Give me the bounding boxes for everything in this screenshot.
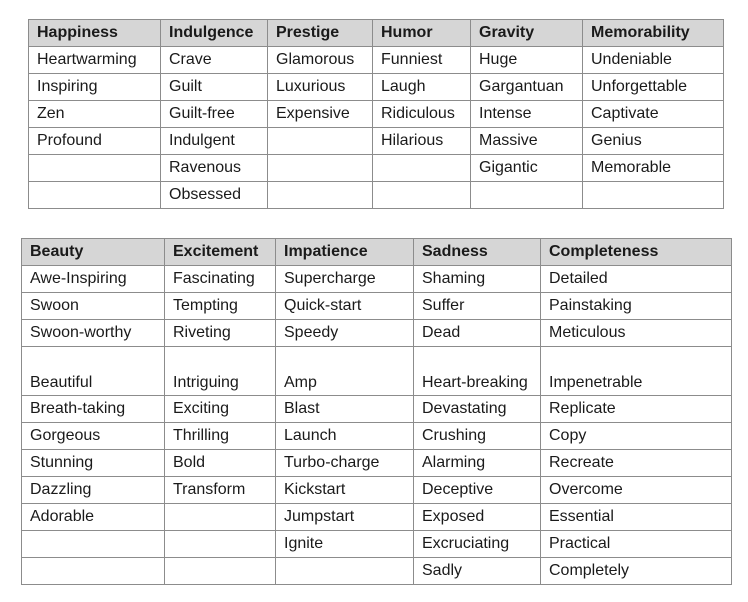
table-cell: Exposed: [414, 504, 541, 531]
table-cell: Tempting: [165, 293, 276, 320]
table-row: [29, 101, 724, 128]
table-cell: Massive: [471, 128, 583, 155]
table-cell: Laugh: [373, 74, 471, 101]
table-cell: [471, 182, 583, 209]
table-cell: Memorable: [583, 155, 724, 182]
table-row: [22, 504, 732, 531]
table-cell: Undeniable: [583, 47, 724, 74]
table-cell: [373, 182, 471, 209]
table-cell: Glamorous: [268, 47, 373, 74]
table-cell: Quick-start: [276, 293, 414, 320]
table-cell: Gargantuan: [471, 74, 583, 101]
table-cell: Obsessed: [161, 182, 268, 209]
table-cell: Adorable: [22, 504, 165, 531]
table-cell: Guilt: [161, 74, 268, 101]
table-cell: Detailed: [541, 266, 732, 293]
table-row: [22, 477, 732, 504]
table-cell: [29, 182, 161, 209]
header-memorability: Memorability: [583, 20, 724, 47]
header-indulgence: Indulgence: [161, 20, 268, 47]
table-cell: Sadly: [414, 558, 541, 585]
table-cell: [268, 182, 373, 209]
table-cell: Intense: [471, 101, 583, 128]
table-cell: [165, 504, 276, 531]
table-cell: Dazzling: [22, 477, 165, 504]
table-row: [22, 347, 732, 396]
table-cell: Kickstart: [276, 477, 414, 504]
table-cell: Ridiculous: [373, 101, 471, 128]
table-cell: Supercharge: [276, 266, 414, 293]
table-header-row: [29, 20, 724, 47]
table-cell: Beautiful: [22, 347, 165, 396]
table-cell: Exciting: [165, 396, 276, 423]
table-cell: Crushing: [414, 423, 541, 450]
table-cell: Jumpstart: [276, 504, 414, 531]
table-row: [22, 320, 732, 347]
table-cell: Expensive: [268, 101, 373, 128]
table-cell: Stunning: [22, 450, 165, 477]
table-cell: Meticulous: [541, 320, 732, 347]
table-cell: Recreate: [541, 450, 732, 477]
table-cell: Suffer: [414, 293, 541, 320]
table-cell: Speedy: [276, 320, 414, 347]
table-cell: [268, 128, 373, 155]
table-cell: Guilt-free: [161, 101, 268, 128]
header-prestige: Prestige: [268, 20, 373, 47]
table-cell: Painstaking: [541, 293, 732, 320]
table-cell: Overcome: [541, 477, 732, 504]
table-cell: Transform: [165, 477, 276, 504]
header-happiness: Happiness: [29, 20, 161, 47]
table-cell: Alarming: [414, 450, 541, 477]
table-cell: [583, 182, 724, 209]
table-cell: Captivate: [583, 101, 724, 128]
table-row: [22, 558, 732, 585]
table-row: [29, 128, 724, 155]
table-cell: Awe-Inspiring: [22, 266, 165, 293]
table-row: [22, 396, 732, 423]
table-cell: [29, 155, 161, 182]
table-cell: Turbo-charge: [276, 450, 414, 477]
table-row: [22, 531, 732, 558]
table-row: [29, 155, 724, 182]
table-cell: Impenetrable: [541, 347, 732, 396]
header-gravity: Gravity: [471, 20, 583, 47]
table-cell: [22, 558, 165, 585]
header-excitement: Excitement: [165, 239, 276, 266]
table-cell: Genius: [583, 128, 724, 155]
table-cell: Bold: [165, 450, 276, 477]
table-cell: [268, 155, 373, 182]
table-cell: Intriguing: [165, 347, 276, 396]
table-cell: Completely: [541, 558, 732, 585]
header-completeness: Completeness: [541, 239, 732, 266]
table-cell: Essential: [541, 504, 732, 531]
table-cell: Profound: [29, 128, 161, 155]
table-cell: Thrilling: [165, 423, 276, 450]
table-cell: Zen: [29, 101, 161, 128]
table-cell: [22, 531, 165, 558]
table-cell: Amp: [276, 347, 414, 396]
table-cell: Fascinating: [165, 266, 276, 293]
table-cell: Inspiring: [29, 74, 161, 101]
table-cell: Gorgeous: [22, 423, 165, 450]
table-cell: Deceptive: [414, 477, 541, 504]
table-cell: Swoon: [22, 293, 165, 320]
header-impatience: Impatience: [276, 239, 414, 266]
table-cell: Indulgent: [161, 128, 268, 155]
table-cell: Breath-taking: [22, 396, 165, 423]
table-cell: Unforgettable: [583, 74, 724, 101]
table-cell: [165, 531, 276, 558]
table-cell: Riveting: [165, 320, 276, 347]
table-cell: [373, 155, 471, 182]
header-beauty: Beauty: [22, 239, 165, 266]
word-table-2: [21, 238, 732, 585]
word-table-1: [28, 19, 724, 209]
table-cell: Dead: [414, 320, 541, 347]
table-cell: Ignite: [276, 531, 414, 558]
table-row: [29, 74, 724, 101]
table-row: [22, 293, 732, 320]
table-row: [22, 266, 732, 293]
table-row: [22, 450, 732, 477]
table-cell: Luxurious: [268, 74, 373, 101]
table-cell: [276, 558, 414, 585]
table-cell: Huge: [471, 47, 583, 74]
header-humor: Humor: [373, 20, 471, 47]
table-row: [29, 47, 724, 74]
table-cell: Funniest: [373, 47, 471, 74]
table-cell: Excruciating: [414, 531, 541, 558]
table-cell: Copy: [541, 423, 732, 450]
table-cell: Swoon-worthy: [22, 320, 165, 347]
table-cell: Ravenous: [161, 155, 268, 182]
table-cell: Crave: [161, 47, 268, 74]
table-cell: Gigantic: [471, 155, 583, 182]
table-header-row: [22, 239, 732, 266]
header-sadness: Sadness: [414, 239, 541, 266]
table-cell: Practical: [541, 531, 732, 558]
table-row: [22, 423, 732, 450]
table-cell: Heartwarming: [29, 47, 161, 74]
table-cell: Replicate: [541, 396, 732, 423]
table-row: [29, 182, 724, 209]
table-cell: Heart-breaking: [414, 347, 541, 396]
table-cell: Launch: [276, 423, 414, 450]
table-cell: Hilarious: [373, 128, 471, 155]
table-cell: Devastating: [414, 396, 541, 423]
table-cell: Shaming: [414, 266, 541, 293]
table-cell: [165, 558, 276, 585]
table-cell: Blast: [276, 396, 414, 423]
